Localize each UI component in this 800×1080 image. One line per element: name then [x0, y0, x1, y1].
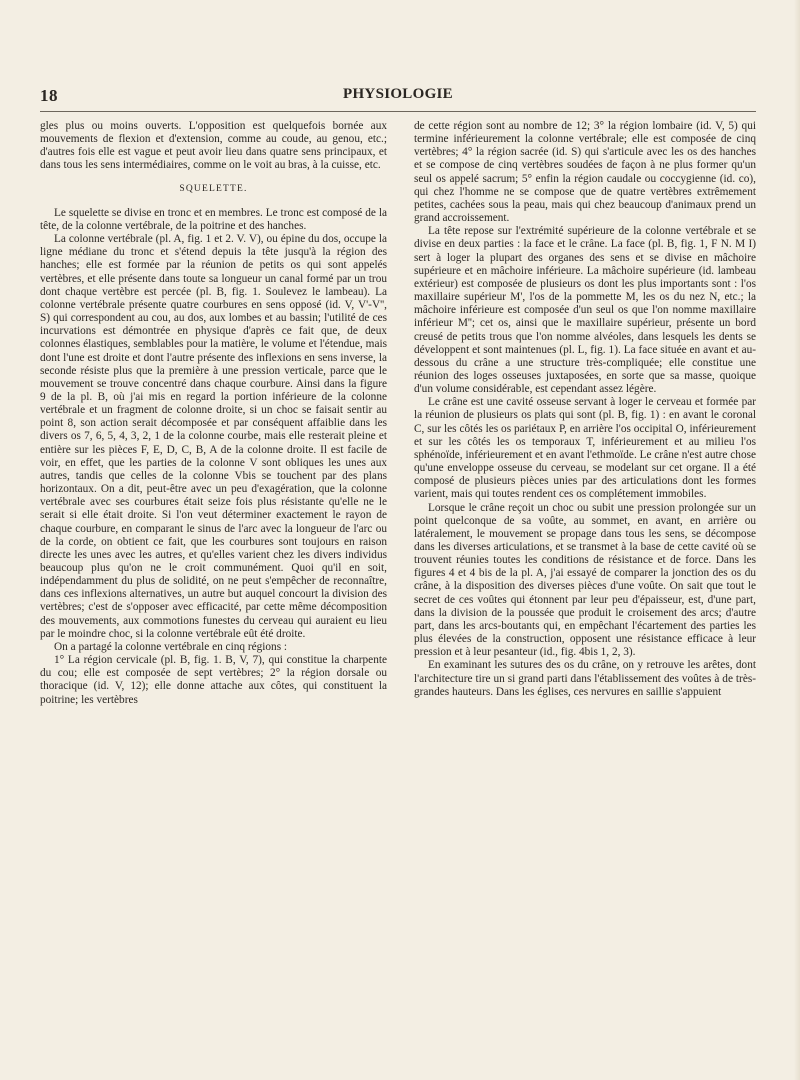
paragraph: 1° La région cervicale (pl. B, fig. 1. B, V, 7), qui constitue la charpente du cou; elle est composée de sept vertèbres; 2° la région dorsale ou thoracique (id. V, 12); elle donne attache aux côtes, qui constituent la poitrine; les vertèbres [40, 654, 387, 706]
page-header [40, 86, 756, 108]
paragraph: La colonne vertébrale (pl. A, fig. 1 et 2. V. V), ou épine du dos, occupe la ligne médiane du tronc et s'étend depuis la tête jusqu'à la région des hanches; elle est formée par la réunion de petits os qui sont appelés vertèbres, et elle présente dans toute sa longueur un canal formé par un trou dont chaque vertèbre est percée (pl. B, fig. 1. Soulevez le lambeau). La colonne vertébrale présente quatre courbures en sens opposé (id. V, V'-V'', S) qui correspondent au cou, au dos, aux lombes et au bassin; l'utilité de ces incurvations est démontrée en physique d'après ce fait que, de deux colonnes élastiques, semblables pour la matière, le volume et l'étendue, mais dont l'une est droite et dont l'autre présente des inflexions en sens inverse, la seconde résiste plus que la première à une pression verticale, parce que le mouvement se trouve concentré dans chaque courbure. Ainsi dans la figure 9 de la pl. B, où j'ai mis en regard la portion inférieure de la colonne vertébrale et un fragment de colonne droite, si un choc se faisait sentir au point 8, son action serait décomposée et par conséquent affaiblie dans les divers os 7, 6, 5, 4, 3, 2, 1 de la colonne courbe, mais elle resterait pleine et entière sur les pièces F, E, D, C, B, A de la colonne droite. Il est facile de voir, en effet, que les parties de la colonne V sont obliques les unes aux autres, tandis que celles de la colonne Vbis se touchent par des plans horizontaux. On a dit, peut-être avec un peu d'exagération, que la colonne vertébrale avec ses courbures était seize fois plus résistante qu'elle ne le serait si elle était droite. Si l'on veut déterminer exactement le rayon de chaque courbure, en comparant le sinus de l'arc avec la longueur de l'arc ou de la corde, on obtient ce fait, que les courbures sont toujours en raison directe les unes avec les autres, et qu'elles varient chez les divers individus beaucoup plus qu'on ne le croit communément. Quoi qu'il en soit, indépendamment du plus de solidité, on ne peut s'empêcher de reconnaître, dans ces inflexions alternatives, un autre but auquel concourt la division des vertèbres; c'est de s'opposer avec efficacité, par cette même décomposition des mouvements, aux commotions funestes du cerveau qui auraient eu lieu par le moindre choc, si la colonne vertébrale eût été droite. [40, 233, 387, 640]
paragraph: Lorsque le crâne reçoit un choc ou subit une pression prolongée sur un point quelconque de sa voûte, au sommet, en avant, en arrière ou latéralement, le mouvement se propage dans tous les sens, se décompose dans les diverses articulations, et se transmet à la base de cette cavité où se trouvent réunies toutes les conditions de résistance et de force. Dans les figures 4 et 4 bis de la pl. A, j'ai essayé de comparer la jonction des os du crâne, à la disposition des diverses pièces d'une voûte. On sait que tout le secret de ces voûtes qui étonnent par leur peu d'épaisseur, est, d'une part, dans la division de la poussée que produit le croisement des arcs; d'autre part, dans les arcs-boutants qui, en empêchant l'écartement des parties les plus élevées de la construction, opposent une résistance efficace à leur pression et à leur pesanteur (id., fig. 4bis 1, 2, 3). [414, 501, 756, 659]
paragraph: Le squelette se divise en tronc et en membres. Le tronc est composé de la tête, de la colonne vertébrale, de la poitrine et des hanches. [40, 206, 387, 232]
paragraph: En examinant les sutures des os du crâne, on y retrouve les arêtes, dont l'architecture tire un si grand parti dans l'établissement des voûtes à de très-grandes hauteurs. Dans les églises, ces nervures en saillie s'appuient [414, 659, 756, 698]
paragraph: La tête repose sur l'extrémité supérieure de la colonne vertébrale et se divise en deux parties : la face et le crâne. La face (pl. B, fig. 1, F N. M I) sert à loger la plupart des organes des sens et se divise en mâchoire supérieure et en mâchoire inférieure. La mâchoire supérieure (id. lambeau extérieur) est composée de plusieurs os dont les plus importants sont : l'os maxillaire supérieur M', l'os de la pommette M, les os du nez N, etc.; la mâchoire inférieure est composée d'un seul os que l'on nomme maxillaire inférieur M''; cet os, ainsi que le maxillaire supérieur, présente un bord creusé de petits trous que l'on nomme alvéoles, dans lesquels les dents se développent et sont maintenues (pl. L, fig. 1). La face située en avant et au-dessous du crâne a une structure très-compliquée; elle constitue une réunion des loges osseuses juxtaposées, en sorte que sa masse, quoique d'un volume considérable, est cependant assez légère. [414, 225, 756, 396]
paragraph: Le crâne est une cavité osseuse servant à loger le cerveau et formée par la réunion de plusieurs os plats qui sont (pl. B, fig. 1) : en avant le coronal C, sur les côtés les os pariétaux P, en arrière l'os occipital O, inférieurement et sur les côtés les os temporaux T, inférieurement et au milieu l'os sphénoïde, inférieurement et en avant l'ethmoïde. Le crâne n'est autre chose qu'une enveloppe osseuse du cerveau, se modelant sur cet organe. Il a été composé de plusieurs pièces unies par des articulations dont les formes varient, mais qui toutes rendent ces os complétement immobiles. [414, 396, 756, 501]
page-number: 18 [40, 86, 58, 105]
header-rule [40, 111, 756, 112]
running-title: PHYSIOLOGIE [343, 86, 453, 102]
paragraph: On a partagé la colonne vertébrale en cinq régions : [54, 640, 288, 653]
left-column [40, 120, 387, 707]
paragraph: de cette région sont au nombre de 12; 3° la région lombaire (id. V, 5) qui termine inférieurement la colonne vertébrale; elle est composée de cinq vertèbres; 4° la région sacrée (id. S) qui s'articule avec les os des hanches et se compose de cinq vertèbres soudées de façon à ne plus former qu'un seul os appelé sacrum; 5° enfin la région caudale ou coccygienne (id. co), qui chez l'homme ne se compose que de quatre vertèbres extrêmement petites, cachées sous la peau, mais qui chez beaucoup d'animaux prend un grand accroissement. [414, 120, 756, 225]
right-column [414, 120, 756, 699]
section-heading: SQUELETTE. [179, 183, 248, 194]
page-edge [794, 0, 800, 1080]
paragraph: gles plus ou moins ouverts. L'opposition est quelquefois bornée aux mouvements de flexion et d'extension, comme au coude, au genou, etc.; d'autres fois elle est vague et peut avoir lieu dans quatre sens principaux, et dans tous les sens intermédiaires, comme on le voit au bras, à la cuisse, etc. [40, 120, 387, 172]
